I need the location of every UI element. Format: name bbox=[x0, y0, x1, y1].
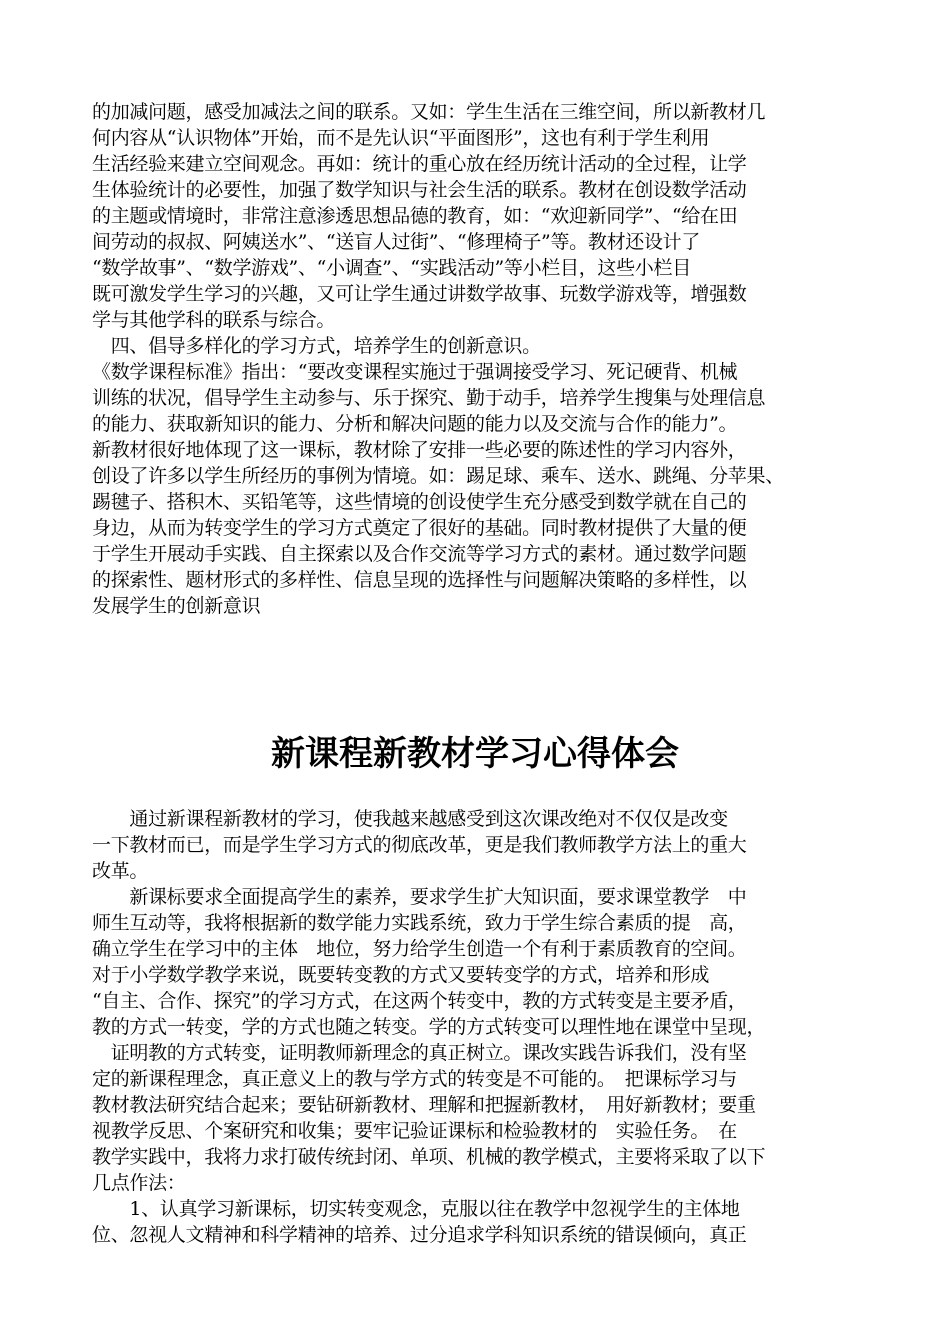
paragraph-line: “自主、合作、探究”的学习方式，在这两个转变中，教的方式转变是主要矛盾， bbox=[92, 990, 747, 1012]
paragraph-line: 师生互动等，我将根据新的数学能力实践系统，致力于学生综合素质的提 高， bbox=[92, 912, 747, 934]
paragraph-line: 定的新课程理念，真正意义上的教与学方式的转变是不可能的。 把课标学习与 bbox=[92, 1068, 738, 1090]
paragraph-line: 的主题或情境时，非常注意渗透思想品德的教育，如：“欢迎新同学”、“给在田 bbox=[92, 205, 738, 227]
paragraph-line: 间劳动的叔叔、阿姨送水”、“送盲人过街”、“修理椅子”等。教材还设计了 bbox=[92, 231, 701, 253]
paragraph-line: 踢毽子、搭积木、买铅笔等，这些情境的创设使学生充分感受到数学就在自己的 bbox=[92, 491, 747, 513]
paragraph-line: 训练的状况，倡导学生主动参与、乐于探究、勤于动手，培养学生搜集与处理信息 bbox=[92, 387, 766, 409]
section-heading-line: 四、倡导多样化的学习方式，培养学生的创新意识。 bbox=[92, 335, 541, 357]
paragraph-line: 改革。 bbox=[92, 860, 149, 882]
paragraph-line: 的探索性、题材形式的多样性、信息呈现的选择性与问题解决策略的多样性，以 bbox=[92, 569, 747, 591]
paragraph-line: 对于小学数学教学来说，既要转变教的方式又要转变学的方式，培养和形成 bbox=[92, 964, 710, 986]
paragraph-line: 证明教的方式转变，证明教师新理念的真正树立。课改实践告诉我们，没有坚 bbox=[92, 1042, 747, 1064]
paragraph-line: 何内容从“认识物体”开始，而不是先认识“平面图形”，这也有利于学生利用 bbox=[92, 127, 710, 149]
paragraph-line: 学与其他学科的联系与综合。 bbox=[92, 309, 336, 331]
paragraph-line: 《数学课程标准》指出：“要改变课程实施过于强调接受学习、死记硬背、机械 bbox=[92, 361, 738, 383]
paragraph-line: 视教学反思、个案研究和收集；要牢记验证课标和检验教材的 实验任务。 在 bbox=[92, 1120, 738, 1142]
paragraph-line: 生体验统计的必要性，加强了数学知识与社会生活的联系。教材在创设数学活动 bbox=[92, 179, 747, 201]
paragraph-line: 教的方式一转变，学的方式也随之转变。学的方式转变可以理性地在课堂中呈现， bbox=[92, 1016, 766, 1038]
paragraph-line: 身边，从而为转变学生的学习方式奠定了很好的基础。同时教材提供了大量的便 bbox=[92, 517, 747, 539]
paragraph-line: 的能力、获取新知识的能力、分析和解决问题的能力以及交流与合作的能力”。 bbox=[92, 413, 738, 435]
paragraph-line: 既可激发学生学习的兴趣，又可让学生通过讲数学故事、玩数学游戏等，增强数 bbox=[92, 283, 747, 305]
paragraph-line: 位、忽视人文精神和科学精神的培养、过分追求学科知识系统的错误倾向，真正 bbox=[92, 1224, 747, 1246]
paragraph-line: 几点作法： bbox=[92, 1172, 186, 1194]
paragraph-line: 生活经验来建立空间观念。再如：统计的重心放在经历统计活动的全过程，让学 bbox=[92, 153, 747, 175]
paragraph-line: 新课标要求全面提高学生的素养，要求学生扩大知识面，要求课堂教学 中 bbox=[92, 886, 747, 908]
paragraph-line: 于学生开展动手实践、自主探索以及合作交流等学习方式的素材。通过数学问题 bbox=[92, 543, 747, 565]
paragraph-line: 新教材很好地体现了这一课标，教材除了安排一些必要的陈述性的学习内容外， bbox=[92, 439, 747, 461]
paragraph-line: “数学故事”、“数学游戏”、“小调查”、“实践活动”等小栏目，这些小栏目 bbox=[92, 257, 691, 279]
paragraph-line: 创设了许多以学生所经历的事例为情境。如：踢足球、乘车、送水、跳绳、分苹果、 bbox=[92, 465, 784, 487]
paragraph-line: 一下教材而已，而是学生学习方式的彻底改革，更是我们教师教学方法上的重大 bbox=[92, 834, 747, 856]
paragraph-line: 发展学生的创新意识 bbox=[92, 595, 261, 617]
paragraph-line: 教材教法研究结合起来；要钻研新教材、理解和把握新教材， 用好新教材；要重 bbox=[92, 1094, 756, 1116]
paragraph-line: 教学实践中，我将力求打破传统封闭、单项、机械的教学模式，主要将采取了以下 bbox=[92, 1146, 766, 1168]
paragraph-line: 确立学生在学习中的主体 地位，努力给学生创造一个有利于素质教育的空间。 bbox=[92, 938, 747, 960]
document-title: 新课程新教材学习心得体会 bbox=[271, 734, 679, 774]
paragraph-line: 的加减问题，感受加减法之间的联系。又如：学生生活在三维空间，所以新教材几 bbox=[92, 101, 766, 123]
paragraph-line: 通过新课程新教材的学习，使我越来越感受到这次课改绝对不仅仅是改变 bbox=[92, 808, 728, 830]
paragraph-line: 1、认真学习新课标，切实转变观念，克服以往在教学中忽视学生的主体地 bbox=[92, 1198, 740, 1220]
